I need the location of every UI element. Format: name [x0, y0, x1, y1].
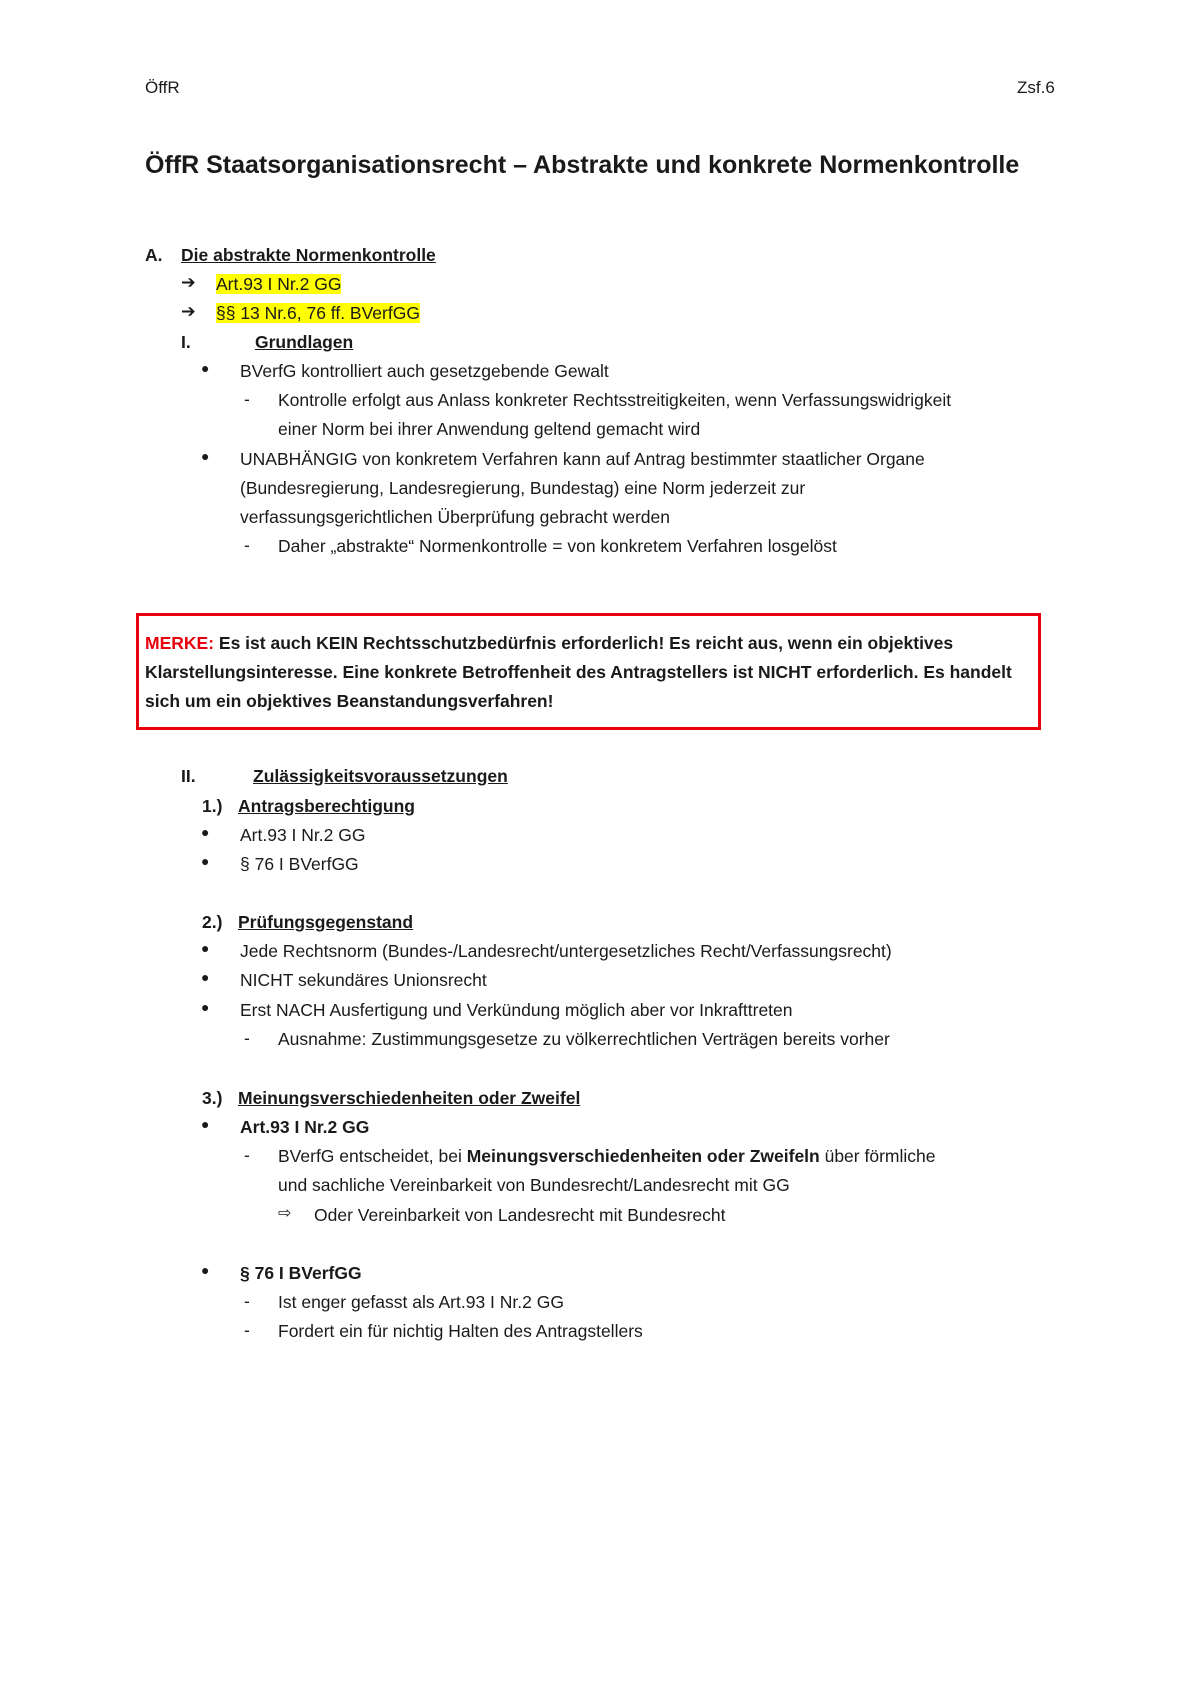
bullet-icon: ● [201, 1262, 210, 1278]
list-item: (Bundesregierung, Landesregierung, Bundestag) eine Norm jederzeit zur [240, 478, 806, 498]
hollow-arrow-icon: ⇨ [278, 1205, 292, 1222]
sub1-num: 1.) [202, 796, 223, 816]
ref-art93: Art.93 I Nr.2 GG [216, 274, 342, 294]
merke-label: MERKE: [145, 633, 215, 653]
sub1-heading: Antragsberechtigung [238, 796, 415, 816]
bullet-icon: ● [201, 824, 210, 840]
bullet-icon: ● [201, 1116, 210, 1132]
dash-icon: - [244, 389, 250, 409]
bullet-icon: ● [201, 853, 210, 869]
sub3-num: 3.) [202, 1088, 223, 1108]
list-item: Ist enger gefasst als Art.93 I Nr.2 GG [278, 1292, 564, 1312]
bullet-icon: ● [201, 999, 210, 1015]
dash-icon: - [244, 1320, 250, 1340]
bullet-icon: ● [201, 969, 210, 985]
list-item [278, 1145, 935, 1167]
section-i-heading: Grundlagen [255, 332, 354, 352]
dash-text-bold: Meinungsverschiedenheiten oder Zweifeln [466, 1146, 820, 1166]
list-item: § 76 I BVerfGG [240, 854, 359, 874]
dash-text-b: über förmliche [819, 1146, 936, 1166]
section-ii-heading: Zulässigkeitsvoraussetzungen [253, 766, 508, 786]
sub2-num: 2.) [202, 912, 223, 932]
dash-icon: - [244, 1145, 250, 1165]
bullet-icon: ● [201, 360, 210, 376]
merke-note [145, 629, 1035, 716]
list-item: Jede Rechtsnorm (Bundes-/Landesrecht/untergesetzliches Recht/Verfassungsrecht) [240, 941, 892, 961]
bullet-icon: ● [201, 448, 210, 464]
list-item: verfassungsgerichtlichen Überprüfung gebracht werden [240, 507, 670, 527]
header-left: ÖffR [145, 78, 180, 97]
list-item: § 76 I BVerfGG [240, 1263, 362, 1283]
section-i-marker: I. [181, 332, 191, 352]
merke-text: Es ist auch KEIN Rechtsschutzbedürfnis erforderlich! Es reicht aus, wenn ein objektives Klarstellungsinteresse. Eine konkrete Betroffenheit des Antragstellers ist NICHT erforderlich. Es handelt sich um ein objektives Beanstandungsverfahren! [145, 633, 1012, 711]
list-item: Erst NACH Ausfertigung und Verkündung möglich aber vor Inkrafttreten [240, 1000, 793, 1020]
list-item: BVerfG kontrolliert auch gesetzgebende Gewalt [240, 361, 609, 381]
dash-icon: - [244, 1028, 250, 1048]
dash-icon: - [244, 1291, 250, 1311]
page-title: ÖffR Staatsorganisationsrecht – Abstrakte und konkrete Normenkontrolle [145, 151, 1020, 179]
bullet-icon: ● [201, 940, 210, 956]
list-item: Daher „abstrakte“ Normenkontrolle = von konkretem Verfahren losgelöst [278, 536, 837, 556]
list-item: und sachliche Vereinbarkeit von Bundesrecht/Landesrecht mit GG [278, 1175, 790, 1195]
header-right: Zsf.6 [1017, 78, 1055, 97]
sub2-heading: Prüfungsgegenstand [238, 912, 414, 932]
section-ii-marker: II. [181, 766, 196, 786]
list-item: Art.93 I Nr.2 GG [240, 825, 366, 845]
list-item: NICHT sekundäres Unionsrecht [240, 970, 487, 990]
list-item: Ausnahme: Zustimmungsgesetze zu völkerrechtlichen Verträgen bereits vorher [278, 1029, 890, 1049]
dash-text-a: BVerfG entscheidet, bei [278, 1146, 467, 1166]
list-item: Kontrolle erfolgt aus Anlass konkreter Rechtsstreitigkeiten, wenn Verfassungswidrigkeit [278, 390, 952, 410]
ref-bverfgg: §§ 13 Nr.6, 76 ff. BVerfGG [216, 303, 420, 323]
sub3-heading: Meinungsverschiedenheiten oder Zweifel [238, 1088, 581, 1108]
arrow-right-icon: ➔ [181, 272, 196, 292]
section-a-marker: A. [145, 245, 163, 265]
dash-icon: - [244, 535, 250, 555]
list-item: Fordert ein für nichtig Halten des Antragstellers [278, 1321, 643, 1341]
list-item: Oder Vereinbarkeit von Landesrecht mit Bundesrecht [314, 1205, 726, 1225]
list-item: Art.93 I Nr.2 GG [240, 1117, 370, 1137]
list-item: einer Norm bei ihrer Anwendung geltend gemacht wird [278, 419, 701, 439]
section-a-heading: Die abstrakte Normenkontrolle [181, 245, 436, 265]
list-item: UNABHÄNGIG von konkretem Verfahren kann auf Antrag bestimmter staatlicher Organe [240, 449, 925, 469]
arrow-right-icon: ➔ [181, 301, 196, 321]
